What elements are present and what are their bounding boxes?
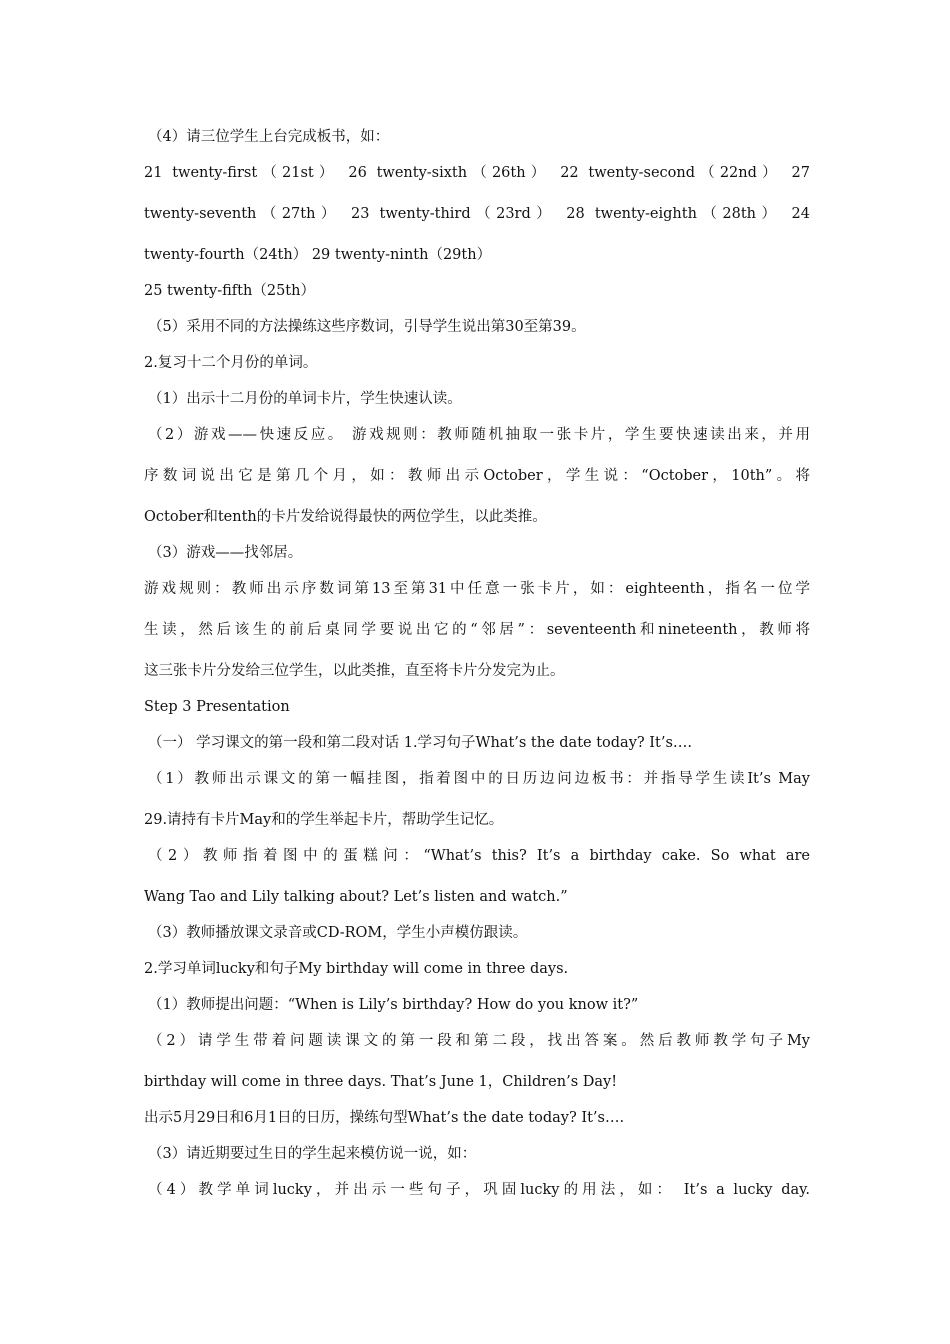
text-line: （1）出示十二月份的单词卡片，学生快速认读。 (148, 391, 462, 407)
text-line: （一） 学习课文的第一段和第二段对话 1.学习句子What’s the date today? It’s…. (148, 735, 692, 751)
text-line: 29.请持有卡片May和的学生举起卡片，帮助学生记忆。 (144, 812, 504, 828)
text-line: 序数词说出它是第几个月，如：教师出示October，学生说：“October，10th”。将 (144, 468, 810, 484)
text-line: 生读，然后该生的前后桌同学要说出它的“邻居”：seventeenth和nineteenth，教师将 (144, 622, 810, 638)
text-line: （1）教师提出问题：“When is Lily’s birthday? How do you know it?” (148, 997, 639, 1013)
text-line: （4）教学单词lucky，并出示一些句子，巩固lucky的用法，如： It’s a lucky day. (148, 1182, 810, 1198)
text-line: （2）请学生带着问题读课文的第一段和第二段，找出答案。然后教师教学句子My (148, 1033, 810, 1049)
text-line: birthday will come in three days. That’s June 1，Children’s Day! (144, 1074, 618, 1090)
text-line: 25 twenty-fifth（25th） (144, 283, 315, 299)
text-line: twenty-fourth（24th） 29 twenty-ninth（29th） (144, 247, 492, 263)
text-line: Wang Tao and Lily talking about? Let’s listen and watch.” (144, 889, 568, 905)
text-line: 出示5月29日和6月1日的日历，操练句型What’s the date today? It’s…. (144, 1110, 625, 1126)
text-line: （3）游戏——找邻居。 (148, 545, 303, 561)
section-heading: 2.学习单词lucky和句子My birthday will come in three days. (144, 961, 569, 977)
text-line: （2）游戏——快速反应。 游戏规则：教师随机抽取一张卡片，学生要快速读出来，并用 (148, 427, 810, 443)
text-line: （5）采用不同的方法操练这些序数词，引导学生说出第30至第39。 (148, 319, 586, 335)
text-line: （3）请近期要过生日的学生起来模仿说一说，如： (148, 1146, 477, 1162)
text-line: （3）教师播放课文录音或CD-ROM，学生小声模仿跟读。 (148, 925, 528, 941)
text-line: October和tenth的卡片发给说得最快的两位学生，以此类推。 (144, 509, 547, 525)
text-line: twenty-seventh（27th） 23 twenty-third（23rd） 28 twenty-eighth（28th） 24 (144, 206, 810, 222)
section-heading: Step 3 Presentation (144, 699, 290, 715)
text-line: （1）教师出示课文的第一幅挂图，指着图中的日历边问边板书：并指导学生读It’s May (148, 771, 810, 787)
section-heading: 2.复习十二个月份的单词。 (144, 355, 318, 371)
text-line: 游戏规则：教师出示序数词第13至第31中任意一张卡片，如：eighteenth，指名一位学 (144, 581, 810, 597)
text-line: （4）请三位学生上台完成板书，如： (148, 129, 390, 145)
text-line: 这三张卡片分发给三位学生，以此类推，直至将卡片分发完为止。 (144, 663, 565, 679)
text-line: （2）教师指着图中的蛋糕问：“What’s this? It’s a birthday cake. So what are (148, 848, 810, 864)
text-line: 21 twenty-first（21st） 26 twenty-sixth（26th） 22 twenty-second（22nd） 27 (144, 165, 810, 181)
